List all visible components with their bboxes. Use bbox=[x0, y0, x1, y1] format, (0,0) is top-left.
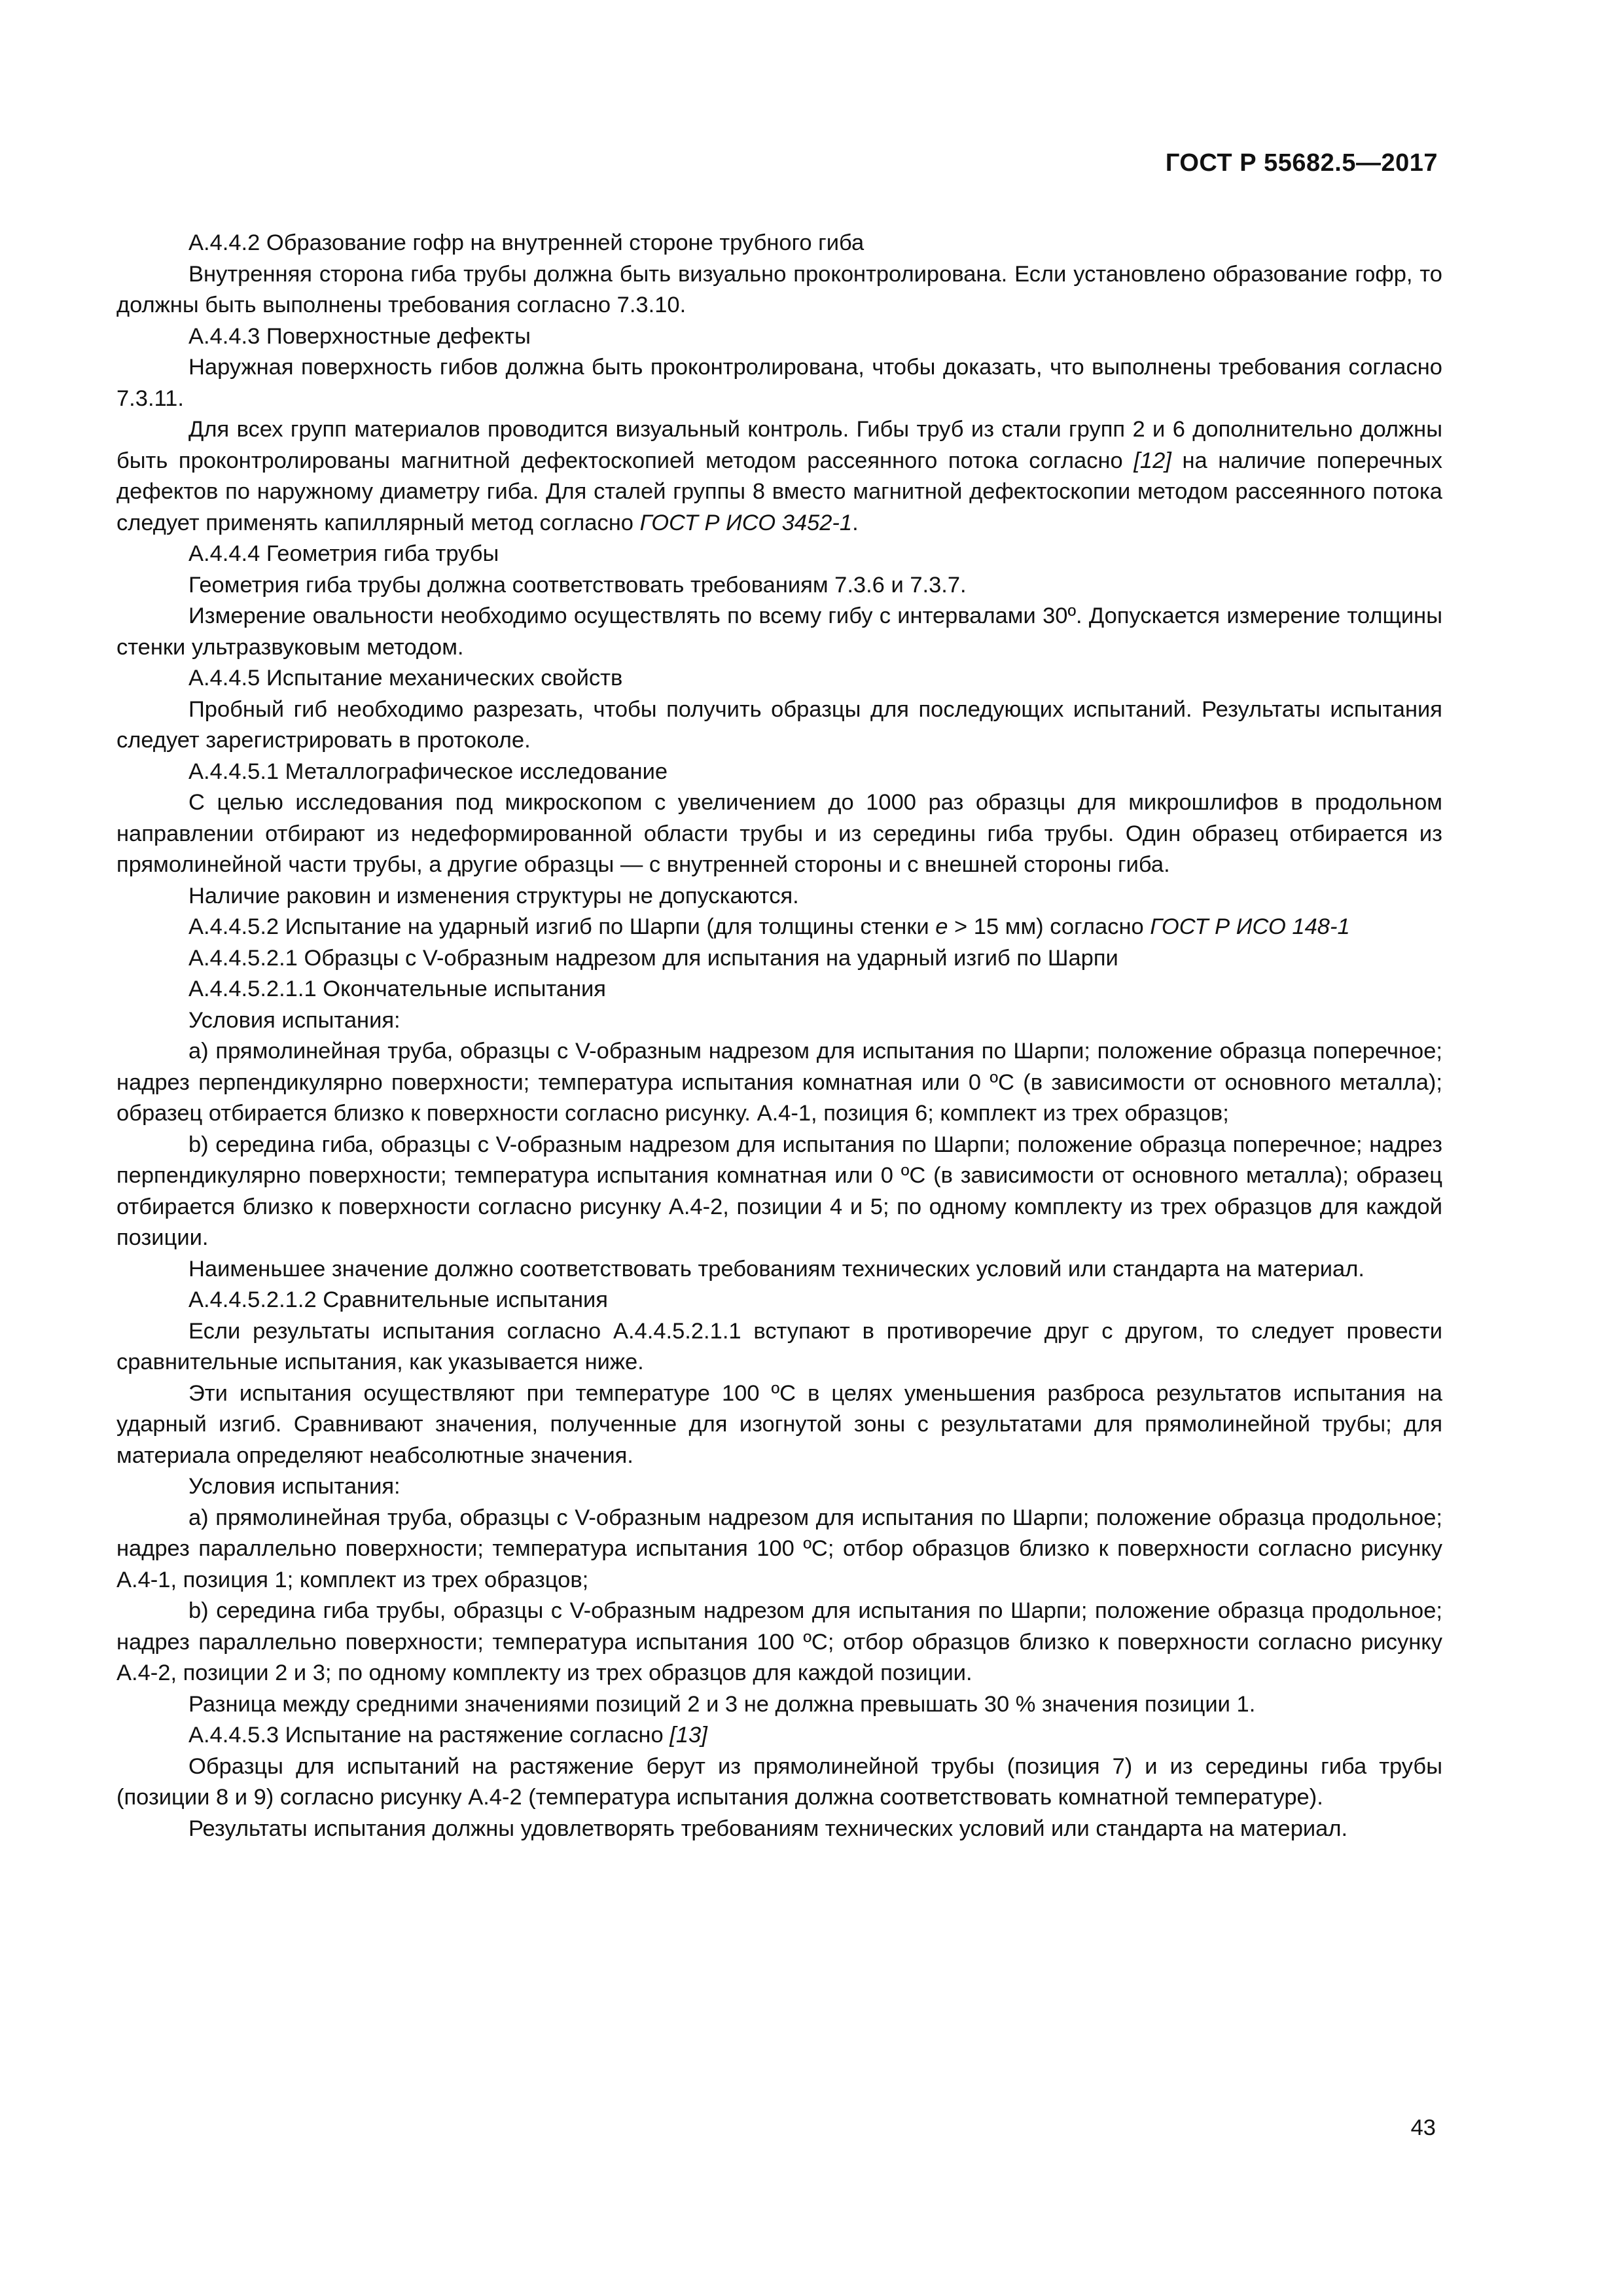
heading-text: > 15 мм) согласно bbox=[948, 914, 1150, 939]
paragraph: Образцы для испытаний на растяжение берут из прямолинейной трубы (позиция 7) и из середины гиба трубы (позиции 8 и 9) согласно рисунку А.4-2 (температура испытания должна соответствовать комнатной температуре). bbox=[116, 1753, 1442, 1810]
section-heading-A4.4.2: А.4.4.2 Образование гофр на внутренней стороне трубного гиба bbox=[188, 230, 865, 255]
paragraph: Наружная поверхность гибов должна быть проконтролирована, чтобы доказать, что выполнены требования согласно 7.3.11. bbox=[116, 355, 1442, 411]
section-heading-A4.4.5.1: А.4.4.5.1 Металлографическое исследование bbox=[188, 759, 668, 784]
paragraph: Разница между средними значениями позиций 2 и 3 не должна превышать 30 % значения позиции 1. bbox=[188, 1691, 1256, 1717]
paragraph-with-references bbox=[116, 414, 1442, 539]
section-heading-A4.4.5.2.1: А.4.4.5.2.1 Образцы с V-образным надрезом для испытания на ударный изгиб по Шарпи bbox=[188, 945, 1118, 971]
list-item: b) середина гиба трубы, образцы с V-образным надрезом для испытания по Шарпи; положение образца продольное; надрез параллельно поверхности; температура испытания 100 ºС; отбор образцов близко к поверхности согласно рисунку А.4-2, позиции 2 и 3; по одному комплекту из трех образцов для каждой позиции. bbox=[116, 1598, 1442, 1685]
paragraph-text: Для всех групп материалов проводится визуальный контроль. Гибы труб из стали групп 2 и 6 дополнительно должны быть проконтролированы магнитной дефектоскопией методом рассеянного потока согласно bbox=[116, 417, 1442, 473]
paragraph: Наименьшее значение должно соответствовать требованиям технических условий или стандарта на материал. bbox=[188, 1256, 1364, 1282]
document-standard-number: ГОСТ Р 55682.5—2017 bbox=[1165, 149, 1438, 177]
paragraph: Геометрия гиба трубы должна соответствовать требованиям 7.3.6 и 7.3.7. bbox=[188, 572, 967, 598]
section-heading-A4.4.3: А.4.4.3 Поверхностные дефекты bbox=[188, 323, 531, 349]
paragraph: Эти испытания осуществляют при температуре 100 ºС в целях уменьшения разброса результатов испытания на ударный изгиб. Сравнивают значения, полученные для изогнутой зоны с результатами для прямолинейной трубы; для материала определяют неабсолютные значения. bbox=[116, 1380, 1442, 1468]
section-heading-A4.4.5.2.1.1: А.4.4.5.2.1.1 Окончательные испытания bbox=[188, 977, 606, 1001]
paragraph: Условия испытания: bbox=[188, 1474, 401, 1499]
paragraph: Если результаты испытания согласно А.4.4.5.2.1.1 вступают в противоречие друг с другом, то следует провести сравнительные испытания, как указывается ниже. bbox=[116, 1318, 1442, 1374]
standard-reference: ГОСТ Р ИСО 3452-1 bbox=[639, 510, 853, 535]
list-item: b) середина гиба, образцы с V-образным надрезом для испытания по Шарпи; положение образца поперечное; надрез перпендикулярно поверхности; температура испытания комнатная или 0 ºС (в зависимости от основного металла); образец отбирается близко к поверхности согласно рисунку А.4-2, позиции 4 и 5; по одному комплекту из трех образцов для каждой позиции. bbox=[116, 1132, 1442, 1250]
list-item: a) прямолинейная труба, образцы с V-образным надрезом для испытания по Шарпи; положение образца продольное; надрез параллельно поверхности; температура испытания 100 ºС; отбор образцов близко к поверхности согласно рисунку А.4-1, позиция 1; комплект из трех образцов; bbox=[116, 1505, 1442, 1592]
page-number: 43 bbox=[1410, 2115, 1436, 2140]
bibliography-reference: [13] bbox=[669, 1723, 707, 1748]
section-heading-A4.4.4: А.4.4.4 Геометрия гиба трубы bbox=[188, 541, 499, 566]
document-body bbox=[116, 228, 1442, 1844]
heading-text: А.4.4.5.2 Испытание на ударный изгиб по Шарпи (для толщины стенки bbox=[188, 914, 936, 939]
section-heading-A4.4.5.3 bbox=[116, 1720, 1442, 1751]
paragraph: С целью исследования под микроскопом с увеличением до 1000 раз образцы для микрошлифов в продольном направлении отбирают из недеформированной области трубы и из середины гиба трубы. Один образец отбирается из прямолинейной части трубы, а другие образцы — с внутренней стороны и с внешней стороны гиба. bbox=[116, 790, 1442, 877]
paragraph-text: . bbox=[852, 510, 859, 535]
paragraph: Результаты испытания должны удовлетворять требованиям технических условий или стандарта на материал. bbox=[188, 1816, 1348, 1841]
paragraph: Пробный гиб необходимо разрезать, чтобы получить образцы для последующих испытаний. Результаты испытания следует зарегистрировать в протоколе. bbox=[116, 696, 1442, 753]
variable-symbol: е bbox=[935, 914, 948, 939]
paragraph: Условия испытания: bbox=[188, 1007, 401, 1033]
section-heading-A4.4.5.2.1.2: А.4.4.5.2.1.2 Сравнительные испытания bbox=[188, 1287, 608, 1312]
section-heading-A4.4.5.2 bbox=[116, 912, 1442, 943]
heading-text: А.4.4.5.3 Испытание на растяжение согласно bbox=[188, 1723, 670, 1748]
section-heading-A4.4.5: А.4.4.5 Испытание механических свойств bbox=[188, 666, 623, 691]
paragraph: Измерение овальности необходимо осуществлять по всему гибу с интервалами 30º. Допускается измерение толщины стенки ультразвуковым методом. bbox=[116, 603, 1442, 660]
bibliography-reference: [12] bbox=[1133, 448, 1171, 473]
paragraph-text: на наличие поперечных дефектов по наружному диаметру гиба. Для сталей группы 8 вместо магнитной дефектоскопии методом рассеянного потока следует применять капиллярный метод согласно bbox=[116, 448, 1442, 535]
paragraph: Наличие раковин и изменения структуры не допускаются. bbox=[188, 883, 799, 908]
list-item: a) прямолинейная труба, образцы с V-образным надрезом для испытания по Шарпи; положение образца поперечное; надрез перпендикулярно поверхности; температура испытания комнатная или 0 ºС (в зависимости от основного металла); образец отбирается близко к поверхности согласно рисунку. А.4-1, позиция 6; комплект из трех образцов; bbox=[116, 1039, 1442, 1126]
paragraph: Внутренняя сторона гиба трубы должна быть визуально проконтролирована. Если установлено образование гофр, то должны быть выполнены требования согласно 7.3.10. bbox=[116, 261, 1442, 317]
standard-reference: ГОСТ Р ИСО 148-1 bbox=[1150, 914, 1350, 939]
